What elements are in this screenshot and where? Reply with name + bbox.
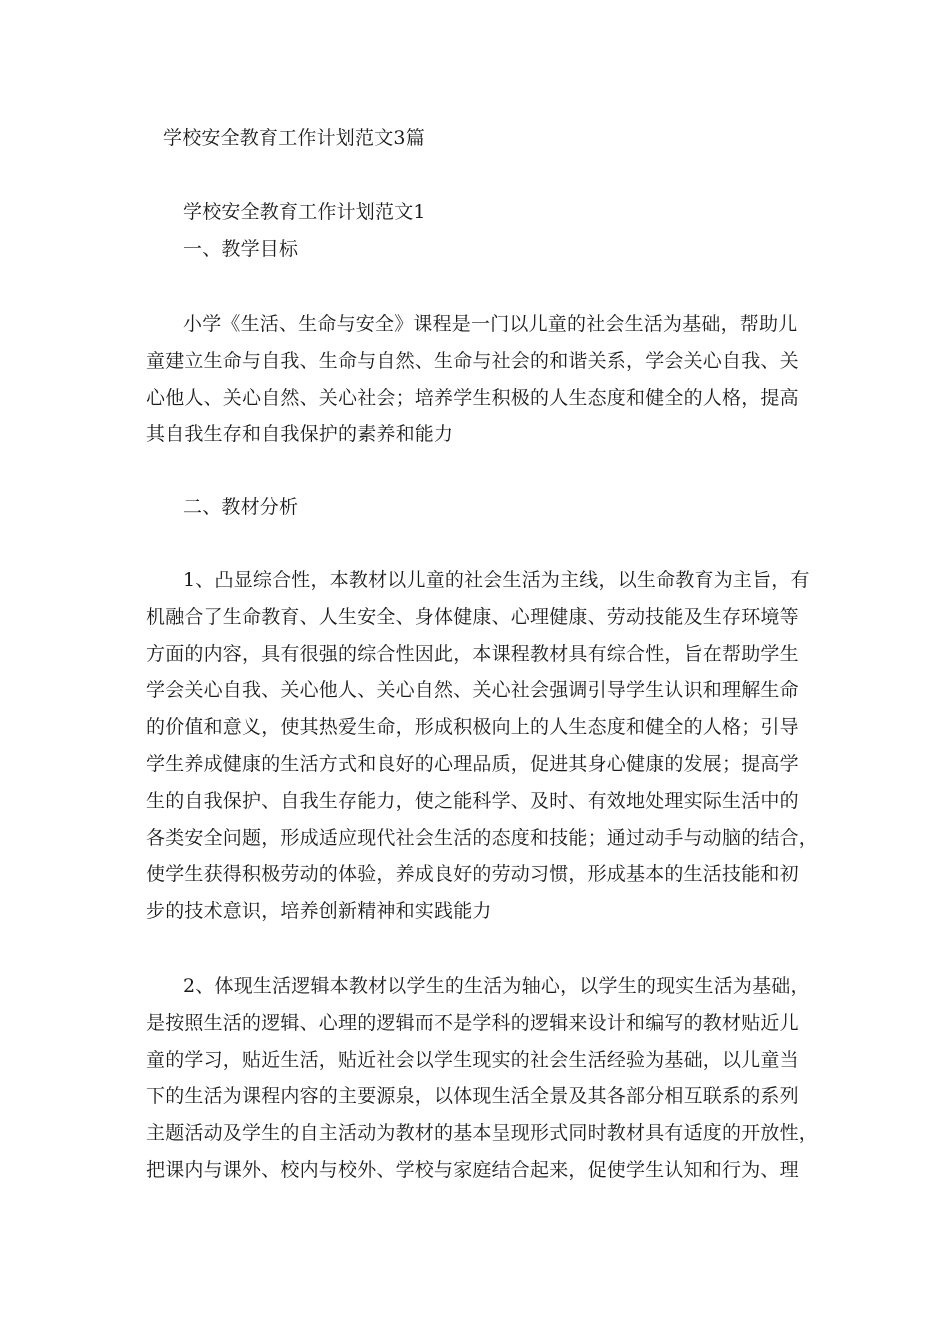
paragraph-teaching-goals [146, 306, 816, 453]
paragraph-line: 机融合了生命教育、人生安全、身体健康、心理健康、劳动技能及生存环境等 [146, 605, 799, 628]
paragraph-line: 把课内与课外、校内与校外、学校与家庭结合起来，促使学生认知和行为、理 [146, 1158, 799, 1181]
paragraph-point-2 [146, 968, 819, 1189]
paragraph-line: 主题活动及学生的自主活动为教材的基本呈现形式同时教材具有适度的开放性， [146, 1122, 819, 1145]
paragraph-line: 学生养成健康的生活方式和良好的心理品质，促进其身心健康的发展；提高学 [146, 752, 799, 775]
paragraph-line: 方面的内容，具有很强的综合性因此，本课程教材具有综合性，旨在帮助学生 [146, 642, 799, 665]
paragraph-line: 心他人、关心自然、关心社会；培养学生积极的人生态度和健全的人格，提高 [146, 386, 799, 409]
paragraph-point-1 [146, 562, 819, 930]
document-subtitle: 学校安全教育工作计划范文1 [183, 201, 426, 223]
paragraph-line: 是按照生活的逻辑、心理的逻辑而不是学科的逻辑来设计和编写的教材贴近儿 [146, 1011, 799, 1034]
paragraph-line: 步的技术意识，培养创新精神和实践能力 [146, 900, 492, 923]
paragraph-line: 使学生获得积极劳动的体验，养成良好的劳动习惯，形成基本的生活技能和初 [146, 863, 799, 886]
paragraph-line: 2、体现生活逻辑本教材以学生的生活为轴心，以学生的现实生活为基础， [183, 975, 810, 997]
section-heading-material-analysis: 二、教材分析 [183, 496, 299, 518]
paragraph-line: 学会关心自我、关心他人、关心自然、关心社会强调引导学生认识和理解生命 [146, 679, 799, 702]
document-title: 学校安全教育工作计划范文3篇 [163, 127, 425, 149]
paragraph-line: 下的生活为课程内容的主要源泉，以体现生活全景及其各部分相互联系的系列 [146, 1085, 799, 1108]
paragraph-line: 生的自我保护、自我生存能力，使之能科学、及时、有效地处理实际生活中的 [146, 789, 799, 812]
paragraph-line: 的价值和意义，使其热爱生命，形成积极向上的人生态度和健全的人格；引导 [146, 716, 799, 739]
paragraph-line: 小学《生活、生命与安全》课程是一门以儿童的社会生活为基础，帮助儿 [183, 313, 798, 335]
paragraph-line: 1、凸显综合性，本教材以儿童的社会生活为主线，以生命教育为主旨，有 [183, 569, 810, 591]
paragraph-line: 各类安全问题，形成适应现代社会生活的态度和技能；通过动手与动脑的结合， [146, 826, 819, 849]
section-heading-teaching-goals: 一、教学目标 [183, 238, 299, 260]
paragraph-line: 童建立生命与自我、生命与自然、生命与社会的和谐关系，学会关心自我、关 [146, 349, 799, 372]
paragraph-line: 其自我生存和自我保护的素养和能力 [146, 423, 454, 446]
paragraph-line: 童的学习，贴近生活，贴近社会以学生现实的社会生活经验为基础，以儿童当 [146, 1048, 799, 1071]
